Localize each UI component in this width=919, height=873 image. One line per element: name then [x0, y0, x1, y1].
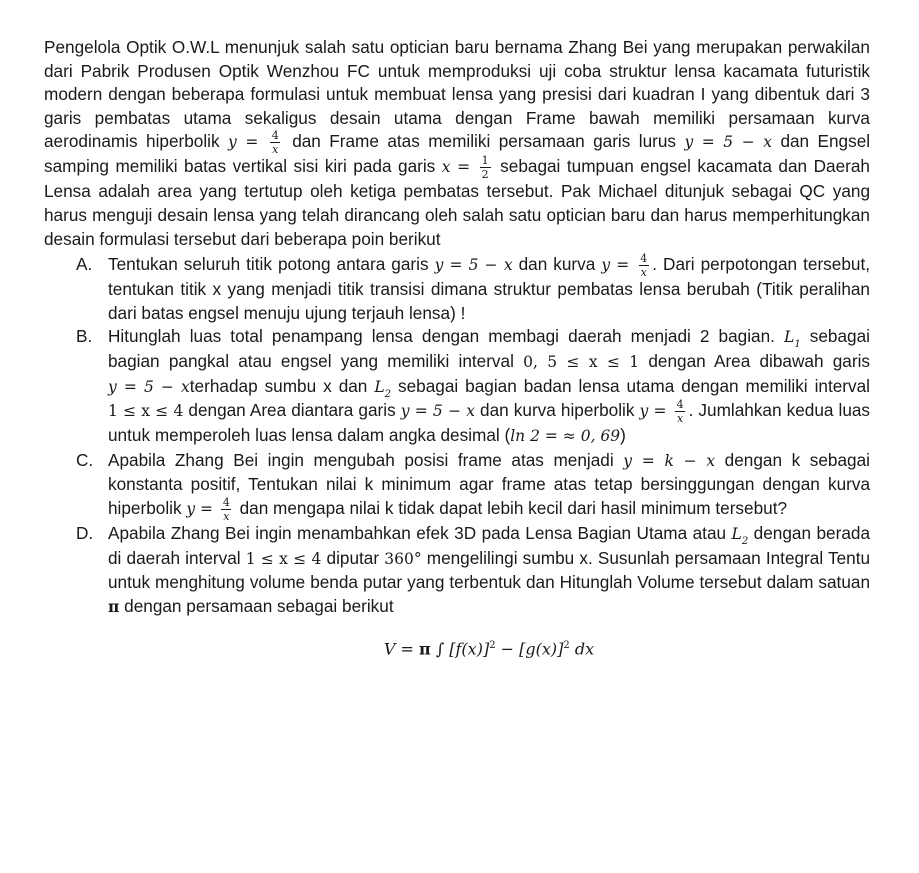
fraction-4-over-x: $\frac{4}{x}$ — [640, 252, 648, 280]
question-b: B. Hitunglah luas total penampang lensa dengan membagi daerah menjadi 2 bagian. $L_1$ sebagai bagian pangkal atau engsel yang memiliki interval 0, 5 ≤ x ≤ 1 dengan Area dibawah garis y = 5 − xterhadap sumbu x dan $L_2$ sebagai bagian badan lensa utama dengan memiliki interval 1 ≤ x ≤ 4 dengan Area diantara garis y = 5 − x dan kurva hiperbolik y = $\frac{4}{x}$ . Jumlahkan kedua luas untuk memperoleh luas lensa dalam angka desimal (ln 2 = ≈ 0, 69) — [76, 326, 871, 446]
question-c: C. Apabila Zhang Bei ingin mengubah posisi frame atas menjadi y = k − x dengan k sebagai konstanta positif, Tentukan nilai k minimum agar frame atas tetap bersinggungan dengan kurva hiperbolik y = $\frac{4}{x}$ dan mengapa nilai k tidak dapat lebih kecil dari hasil minimum tersebut? — [76, 449, 870, 523]
question-a: A. Tentukan seluruh titik potong antara garis y = 5 − x dan kurva y = $\frac{4}{x}$ . Dari perpotongan tersebut, tentukan titik x yang menjadi titik transisi dimana struktur pembatas lensa berubah (Titik peralihan dari batas engsel menuju ujung terjauh lensa) ! — [76, 252, 871, 323]
question-list — [44, 253, 870, 661]
fraction-4-over-x: $\frac{4}{x}$ — [271, 129, 279, 157]
fraction-4-over-x: $\frac{4}{x}$ — [222, 495, 230, 523]
question-d: D. Apabila Zhang Bei ingin menambahkan efek 3D pada Lensa Bagian Utama atau $L_2$ dengan berada di daerah interval 1 ≤ x ≤ 4 diputar 360° mengelilingi sumbu x. Susunlah persamaan Integral Tentu untuk menghitung volume benda putar yang terbentuk dan Hitunglah Volume tersebut dalam satuan π dengan persamaan sebagai berikut — [76, 522, 871, 616]
volume-formula: V = π ∫ $[f(x)]^2 - [g(x)]^2$ dx — [383, 639, 595, 659]
fraction-1-over-2: $\frac{1}{2}$ — [481, 154, 489, 182]
fraction-4-over-x: $\frac{4}{x}$ — [676, 398, 684, 426]
intro-paragraph: Pengelola Optik O.W.L menunjuk salah satu optician baru bernama Zhang Bei yang merupakan perwakilan dari Pabrik Produsen Optik Wenzhou FC untuk memproduksi uji coba struktur lensa kacamata futuristik modern dengan beberapa formulasi untuk membuat lensa yang presisi dari kuadran I yang dibentuk dari 3 garis pembatas utama sekaligus desain utama dengan Frame bawah memiliki persamaan kurva aerodinamis hiperbolik y = $\frac{4}{x}$ dan Frame atas memiliki persamaan garis lurus y = 5 − x dan Engsel samping memiliki batas vertikal sisi kiri pada garis x = $\frac{1}{2}$ sebagai tumpuan engsel kacamata dan Daerah Lensa adalah area yang tertutup oleh ketiga pembatas tersebut. Pak Michael ditunjuk sebagai QC yang harus menguji desain lensa yang telah dirancang oleh salah satu optician baru dan harus memperhitungkan desain formulasi tersebut dari beberapa poin berikut — [44, 37, 871, 249]
problem-document — [44, 36, 870, 661]
